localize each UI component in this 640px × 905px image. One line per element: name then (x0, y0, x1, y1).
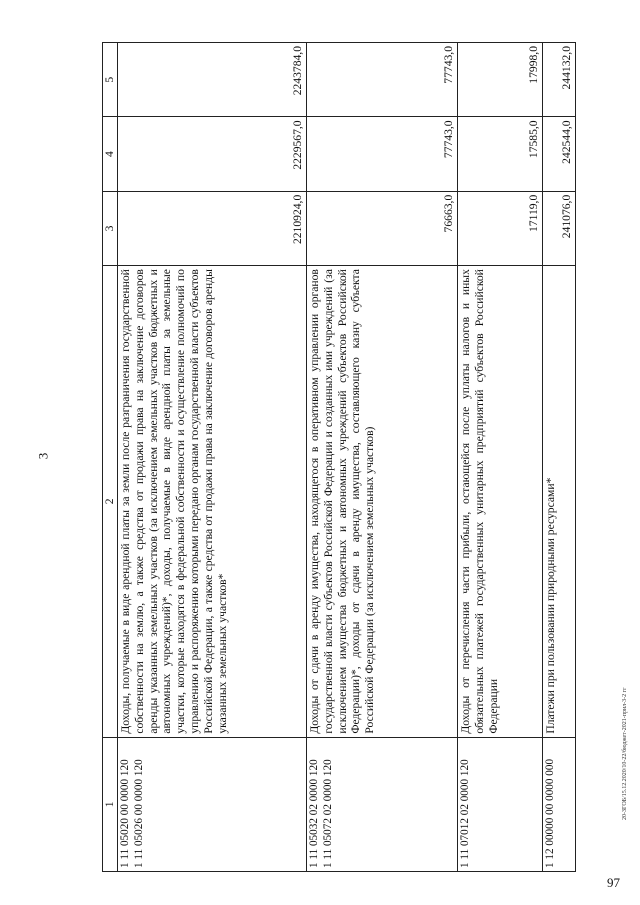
name-cell: Доходы, получаемые в виде арендной платы за земли после разграничения государственной собственности на землю, а также средства от продажи права на заключение договоров аренды указанных земельных участков (за исключением земельных участков бюджетных и автономных учреждений)*, доходы, получаемые в виде арендной платы за земельные участки, которые находятся в федеральной собственности и осуществление полномочий по управлению и распоряжению которыми передано органам государственной власти субъектов Российской Федерации, а также средства от продажи права на заключение договоров аренды указанных земельных участков* (118, 266, 307, 738)
budget-code: 1 11 05072 02 0000 120 (321, 759, 334, 868)
code-cell (118, 737, 307, 871)
rotated-table-container (102, 42, 592, 872)
budget-code: 1 11 05020 00 0000 120 (119, 759, 131, 868)
table-row (118, 43, 307, 872)
budget-code: 1 11 07012 02 0000 120 (459, 759, 471, 868)
code-cell (458, 737, 543, 871)
page-number: 97 (607, 875, 620, 890)
column-header-4: 4 (103, 117, 118, 191)
name-cell: Доходы от перечисления части прибыли, остающейся после уплаты налогов и иных обязательных платежей государственных унитарных предприятий субъектов Российской Федерации (458, 266, 543, 738)
revenue-table (102, 42, 576, 872)
page-marker: 3 (35, 452, 51, 460)
value-cell-col3: 241076,0 (543, 191, 576, 265)
budget-code: 1 11 05026 00 0000 120 (132, 759, 145, 868)
value-cell-col5: 17998,0 (458, 43, 543, 117)
table-header-row (103, 43, 118, 872)
value-cell-col5: 2243784,0 (118, 43, 307, 117)
value-cell-col5: 244132,0 (543, 43, 576, 117)
code-cell (543, 737, 576, 871)
value-cell-col4: 242544,0 (543, 117, 576, 191)
value-cell-col3: 17119,0 (458, 191, 543, 265)
table-row (543, 43, 576, 872)
code-cell (307, 737, 458, 871)
value-cell-col4: 17585,0 (458, 117, 543, 191)
stamp-text: 20-ЗГОБ/15.12.2020/10-22/бюджет-2021-прил-3-2 гг (622, 687, 628, 820)
value-cell-col4: 77743,0 (307, 117, 458, 191)
name-cell: Платежи при пользовании природными ресурсами* (543, 266, 576, 738)
column-header-2: 2 (103, 266, 118, 738)
column-header-3: 3 (103, 191, 118, 265)
value-cell-col5: 77743,0 (307, 43, 458, 117)
table-row (307, 43, 458, 872)
value-cell-col3: 76663,0 (307, 191, 458, 265)
column-header-1: 1 (103, 737, 118, 871)
column-header-5: 5 (103, 43, 118, 117)
value-cell-col3: 2210924,0 (118, 191, 307, 265)
value-cell-col4: 2229567,0 (118, 117, 307, 191)
table-row (458, 43, 543, 872)
budget-code: 1 11 05032 02 0000 120 (308, 759, 320, 868)
name-cell: Доходы от сдачи в аренду имущества, находящегося в оперативном управлении органов государственной власти субъектов Российской Федерации и созданных ими учреждений (за исключением имущества бюджетных и автономных учреждений субъектов Российской Федерации)*, доходы от сдачи в аренду имущества, составляющего казну субъекта Российской Федерации (за исключением земельных участков) (307, 266, 458, 738)
budget-code: 1 12 00000 00 0000 000 (544, 758, 556, 868)
